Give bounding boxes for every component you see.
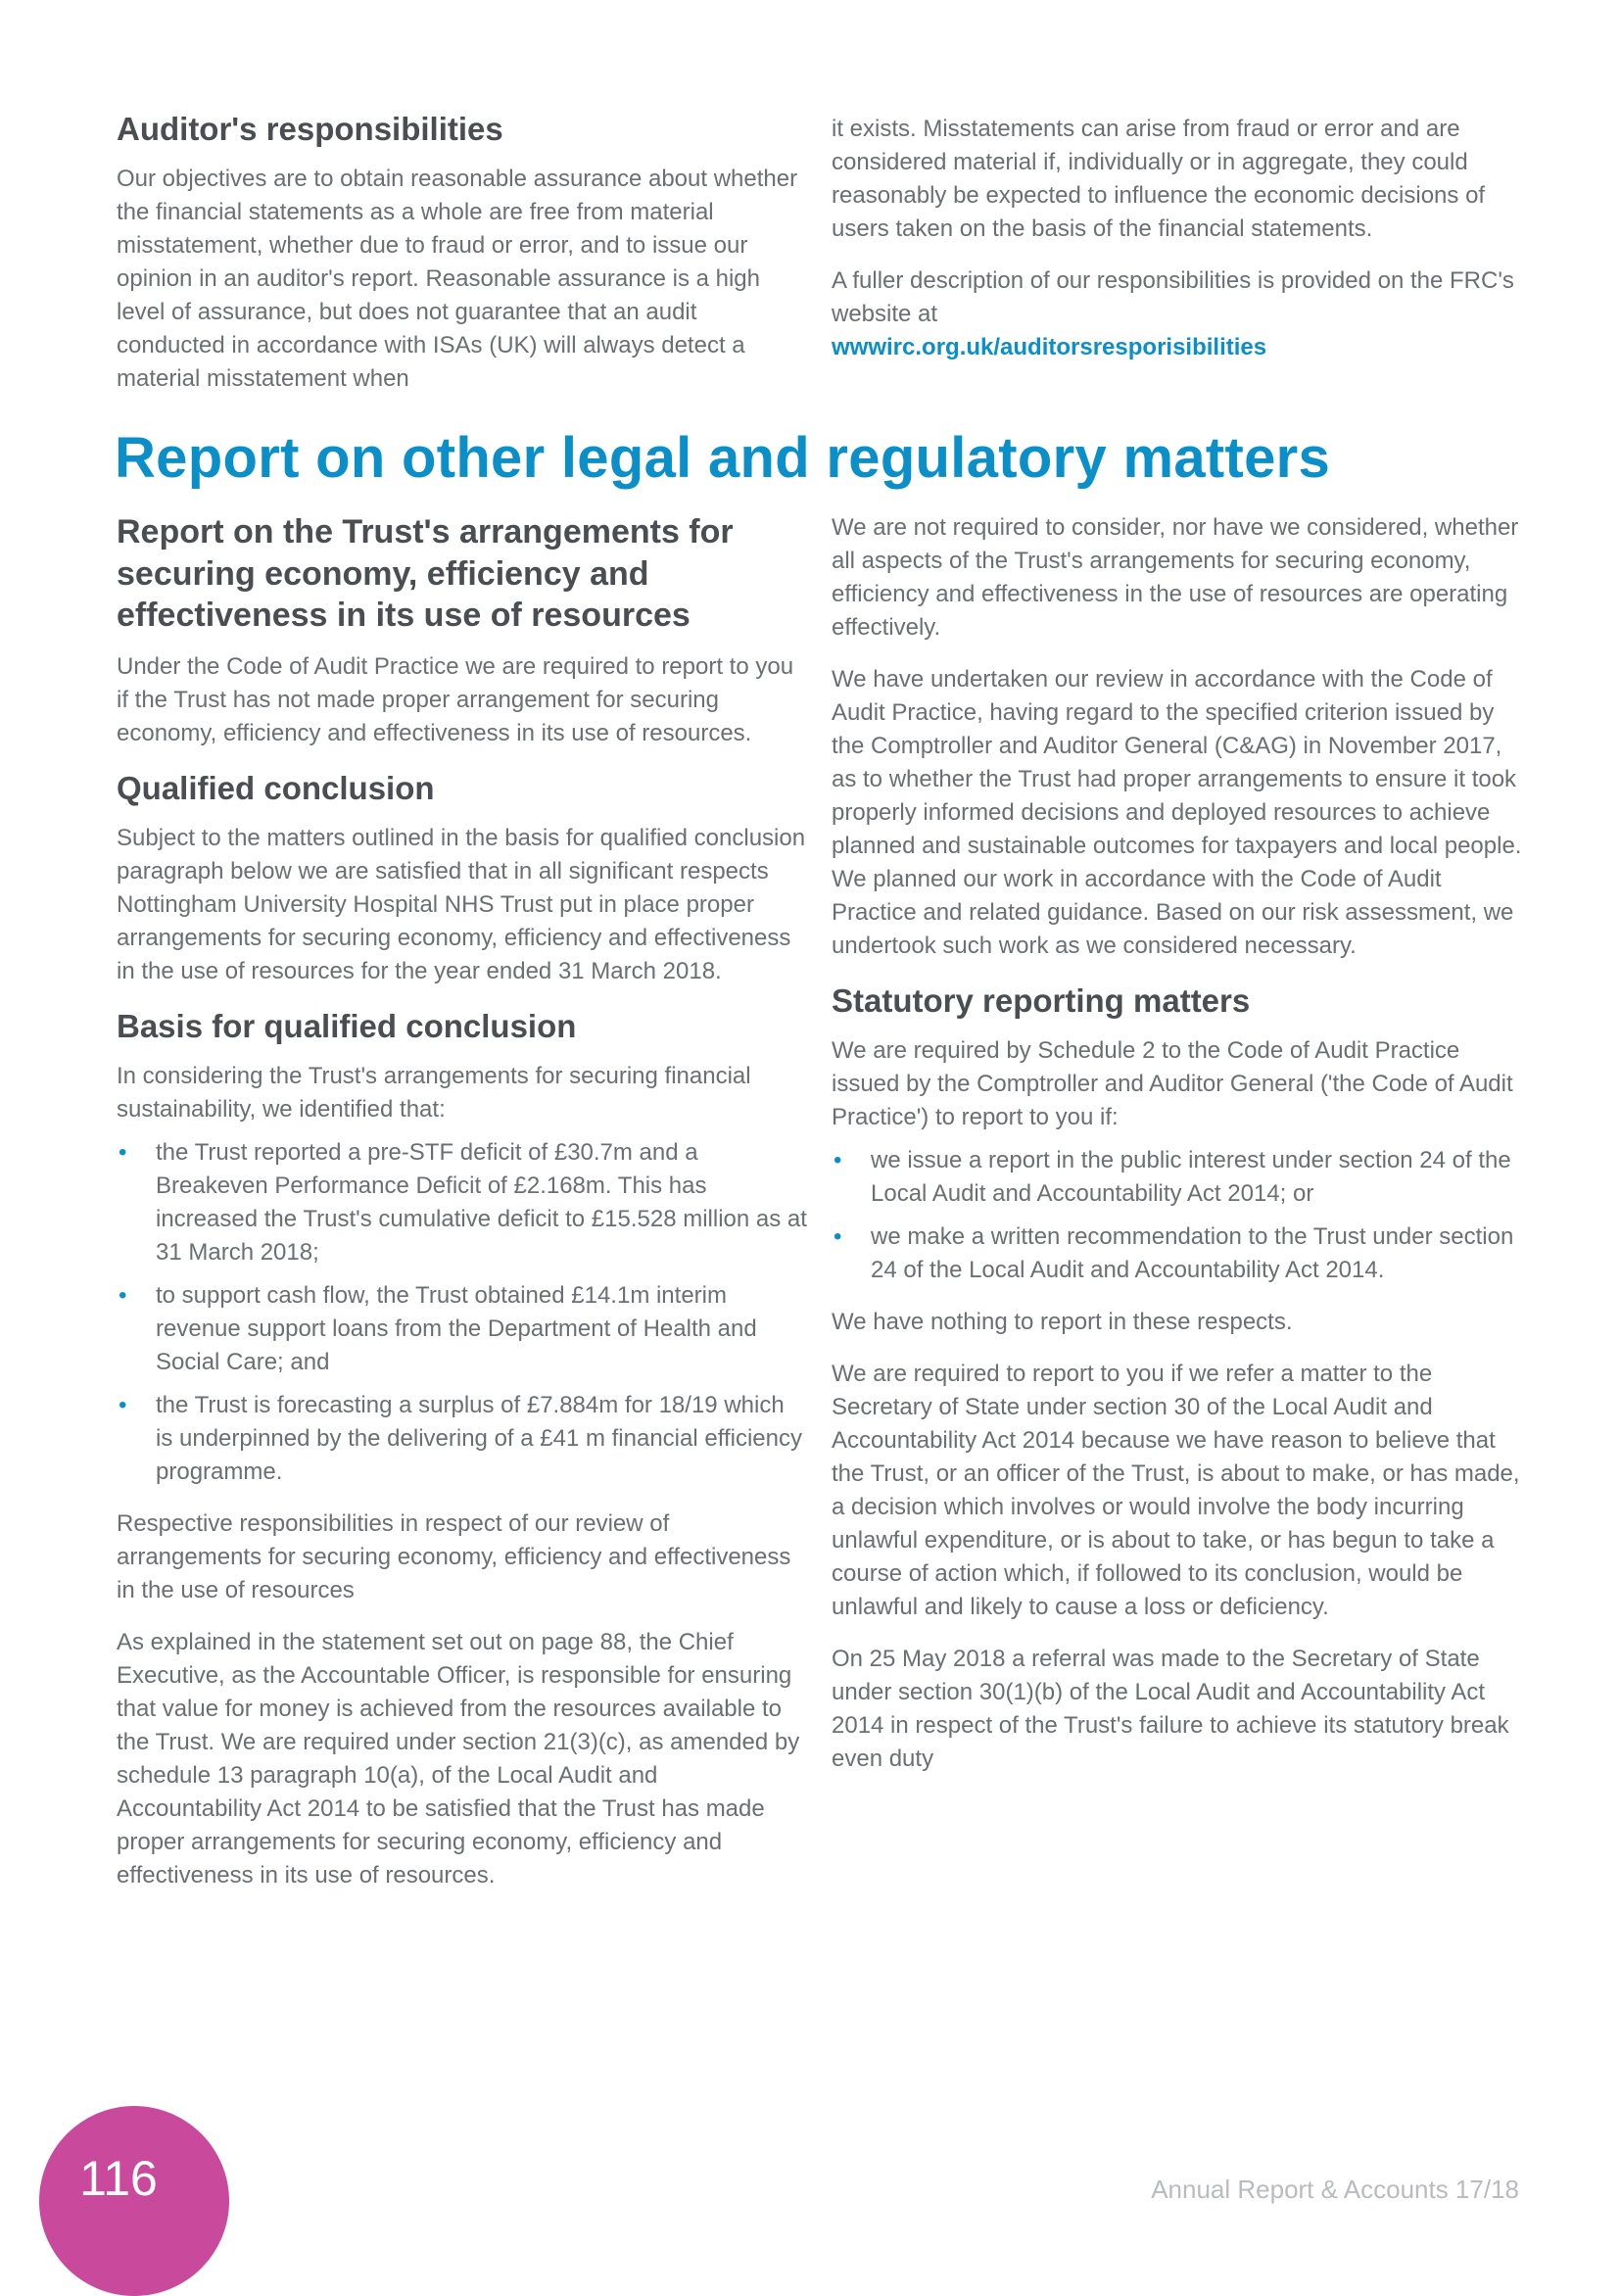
statutory-reporting-heading: Statutory reporting matters bbox=[832, 982, 1251, 1019]
referral-paragraph: On 25 May 2018 a referral was made to the Secretary of State under section 30(1)(b) of the Local Audit and Accountability Act 2014 in respect of the Trust's failure to achieve its statutory break even duty bbox=[832, 1646, 1509, 1773]
qualified-conclusion-paragraph: Subject to the matters outlined in the basis for qualified conclusion paragraph below we are satisfied that in all significant respects Nottingham University Hospital NHS Trust put in place proper arrangements for securing economy, efficiency and effectiveness in the use of resources for the year ended 31 March 2018. bbox=[117, 824, 806, 984]
list-item bbox=[832, 1220, 1522, 1287]
auditor-responsibilities-heading: Auditor's responsibilities bbox=[117, 111, 503, 147]
not-required-paragraph: We are not required to consider, nor have we considered, whether all aspects of the Trust's arrangements for securing economy, efficiency and effectiveness in the use of resources are operating effectively. bbox=[832, 514, 1519, 641]
list-item-text: we issue a report in the public interest under section 24 of the Local Audit and Accountability Act 2014; or bbox=[871, 1147, 1511, 1208]
list-item bbox=[117, 1389, 807, 1489]
list-item bbox=[832, 1144, 1522, 1211]
nothing-to-report-paragraph: We have nothing to report in these respects. bbox=[832, 1309, 1293, 1336]
fuller-description-paragraph: A fuller description of our responsibilities is provided on the FRC's website at bbox=[832, 267, 1514, 327]
misstatements-paragraph: it exists. Misstatements can arise from fraud or error and are considered material if, individually or in aggregate, they could reasonably be expected to influence the economic decisions of users taken on the basis of the financial statements. bbox=[832, 116, 1486, 242]
arrangements-paragraph: Under the Code of Audit Practice we are required to report to you if the Trust has not made proper arrangement for securing economy, efficiency and effectiveness in its use of resources. bbox=[117, 652, 794, 746]
left-column bbox=[117, 511, 807, 1911]
qualified-conclusion-heading: Qualified conclusion bbox=[117, 769, 435, 806]
accountable-officer-paragraph: As explained in the statement set out on page 88, the Chief Executive, as the Accountable Officer, is responsible for ensuring that value for money is achieved from the resources available to the Trust. We are required under section 21(3)(c), as amended by schedule 13 paragraph 10(a), of the Local Audit and Accountability Act 2014 to be satisfied that the Trust has made proper arrangements for securing economy, efficiency and effectiveness in its use of resources. bbox=[117, 1629, 800, 1889]
statutory-intro: We are required by Schedule 2 to the Code of Audit Practice issued by the Comptroller and Auditor General ('the Code of Audit Practice') to report to you if: bbox=[832, 1037, 1513, 1131]
list-item bbox=[117, 1136, 807, 1269]
footer-publication-title: Annual Report & Accounts 17/18 bbox=[1151, 2175, 1519, 2204]
list-item bbox=[117, 1279, 807, 1379]
list-item-text: we make a written recommendation to the Trust under section 24 of the Local Audit and Accountability Act 2014. bbox=[871, 1223, 1514, 1284]
bullet-icon: • bbox=[119, 1282, 127, 1309]
frc-website-link[interactable]: wwwirc.org.uk/auditorsresporisibilities bbox=[832, 334, 1267, 360]
basis-heading: Basis for qualified conclusion bbox=[117, 1007, 577, 1044]
secretary-of-state-paragraph: We are required to report to you if we refer a matter to the Secretary of State under section 30 of the Local Audit and Accountability Act 2014 because we have reason to believe that the Trust, or an officer of the Trust, is about to make, or has made, a decision which involves or would involve the body incurring unlawful expenditure, or is about to take, or has begun to take a course of action which, if followed to its conclusion, would be unlawful and likely to cause a loss or deficiency. bbox=[832, 1361, 1520, 1621]
main-section-heading: Report on other legal and regulatory matters bbox=[115, 426, 1331, 490]
basis-bullet-list bbox=[117, 1136, 807, 1489]
respective-responsibilities-paragraph: Respective responsibilities in respect of our review of arrangements for securing economy, efficiency and effectiveness in the use of resources bbox=[117, 1510, 791, 1603]
right-column bbox=[832, 511, 1522, 1794]
arrangements-heading: Report on the Trust's arrangements for securing economy, efficiency and effectiveness in its use of resources bbox=[117, 513, 734, 634]
page-number-badge bbox=[39, 2106, 229, 2296]
auditor-responsibilities-continued bbox=[832, 113, 1517, 364]
auditor-responsibilities-paragraph: Our objectives are to obtain reasonable assurance about whether the financial statements as a whole are free from material misstatement, whether due to fraud or error, and to issue our opinion in an auditor's report. Reasonable assurance is a high level of assurance, but does not guarantee that an audit conducted in accordance with ISAs (UK) will always detect a material misstatement when bbox=[117, 166, 798, 393]
statutory-bullet-list bbox=[832, 1144, 1522, 1287]
list-item-text: the Trust reported a pre-STF deficit of £30.7m and a Breakeven Performance Deficit of £2.168m. This has increased the Trust's cumulative deficit to £15.528 million as at 31 March 2018; bbox=[156, 1139, 807, 1266]
list-item-text: to support cash flow, the Trust obtained £14.1m interim revenue support loans from the Department of Health and Social Care; and bbox=[156, 1282, 757, 1375]
auditor-responsibilities-section bbox=[117, 110, 802, 414]
bullet-icon: • bbox=[119, 1139, 127, 1166]
basis-intro: In considering the Trust's arrangements for securing financial sustainability, we identified that: bbox=[117, 1063, 751, 1123]
bullet-icon: • bbox=[834, 1147, 842, 1174]
review-paragraph: We have undertaken our review in accordance with the Code of Audit Practice, having regard to the specified criterion issued by the Comptroller and Auditor General (C&AG) in November 2017, as to whether the Trust had proper arrangements to ensure it took properly informed decisions and deployed resources to achieve planned and sustainable outcomes for taxpayers and local people. We planned our work in accordance with the Code of Audit Practice and related guidance. Based on our risk assessment, we undertook such work as we considered necessary. bbox=[832, 666, 1522, 959]
list-item-text: the Trust is forecasting a surplus of £7.884m for 18/19 which is underpinned by the delivering of a £41 m financial efficiency programme. bbox=[156, 1392, 802, 1485]
page-number: 116 bbox=[79, 2151, 158, 2206]
bullet-icon: • bbox=[834, 1223, 842, 1251]
bullet-icon: • bbox=[119, 1392, 127, 1418]
